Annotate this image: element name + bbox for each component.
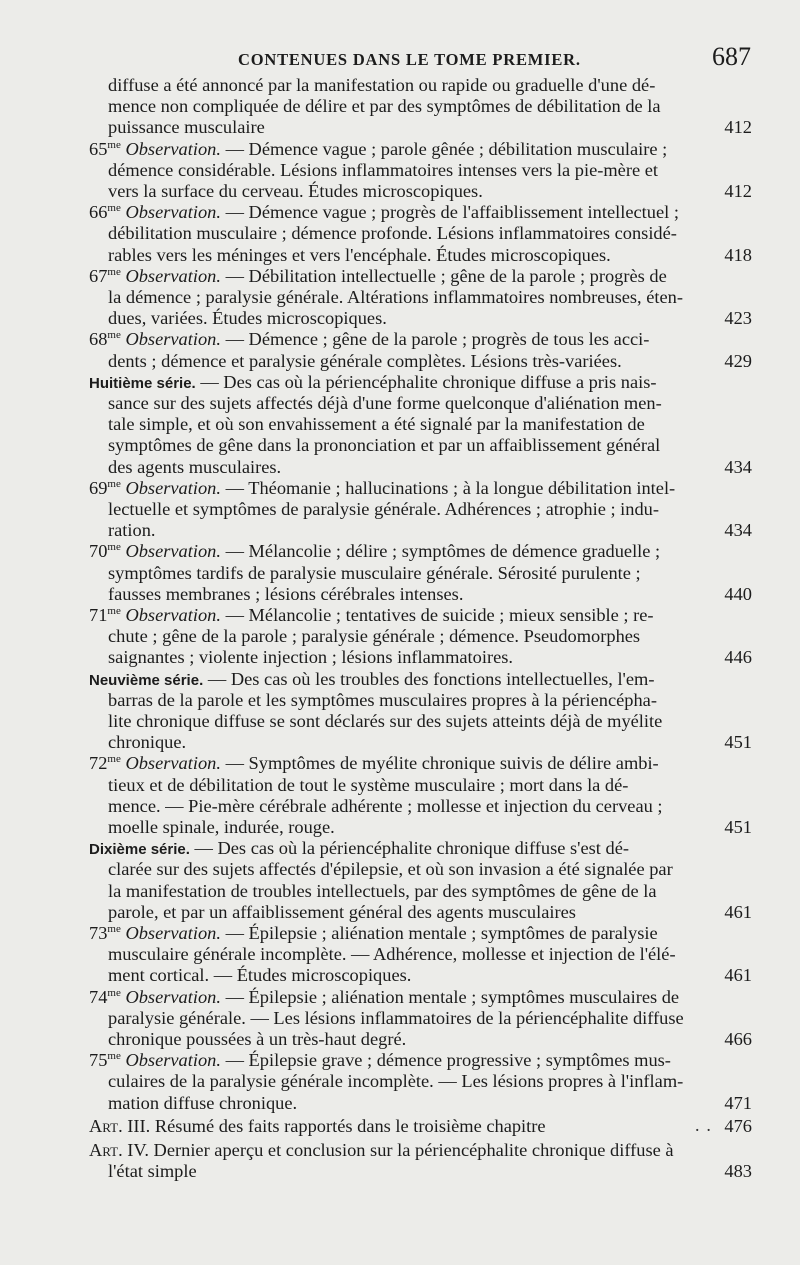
observation-number-suffix: me (107, 923, 121, 935)
page-reference: 451 (724, 817, 752, 837)
entry-text: rables vers les méninges et vers l'encéphale. Études microscopiques. (108, 244, 611, 265)
toc-line (108, 774, 712, 796)
toc-line (108, 307, 712, 329)
entry-text: moelle spinale, indurée, rouge. (108, 817, 335, 837)
observation-label: Observation. (120, 202, 221, 223)
article-label: Art. III. (89, 1115, 151, 1136)
observation-number: 65 (89, 138, 108, 159)
observation-number-suffix: me (107, 138, 121, 151)
toc-line (89, 922, 712, 944)
page-reference: 446 (724, 647, 752, 668)
observation-label: Observation. (120, 541, 221, 562)
toc-line (108, 244, 712, 266)
toc-line (108, 964, 712, 986)
toc-line (108, 498, 712, 520)
page-reference: 461 (724, 901, 752, 922)
page-reference: 412 (724, 181, 752, 201)
toc-line (89, 138, 712, 160)
observation-number-suffix: me (107, 477, 121, 490)
page-reference: 418 (724, 244, 752, 265)
entry-text: — Démence ; gêne de la parole ; progrès de tous les acci- (220, 329, 650, 350)
page-number: 687 (712, 42, 751, 71)
observation-number: 70 (89, 541, 108, 562)
observation-label: Observation. (120, 138, 221, 159)
observation-label: Observation. (120, 923, 221, 943)
entry-text: — Des cas où la périencéphalite chronique diffuse s'est dé- (189, 838, 629, 859)
toc-line (108, 689, 712, 711)
page-reference: 466 (724, 1029, 752, 1049)
entry-text: vers la surface du cerveau. Études microscopiques. (108, 181, 483, 201)
toc-line (108, 180, 712, 202)
entry-text: — Débilitation intellectuelle ; gêne de la parole ; progrès de (220, 265, 667, 286)
observation-label: Observation. (120, 265, 221, 286)
toc-line (108, 1007, 712, 1029)
toc-line (89, 668, 712, 690)
toc-line (108, 562, 712, 584)
running-title: CONTENUES DANS LE TOME PREMIER. (238, 50, 581, 69)
toc-line (108, 159, 712, 181)
observation-number-suffix: me (107, 753, 121, 766)
entry-text: barras de la parole et les symptômes musculaires propres à la périencépha- (108, 689, 657, 710)
observation-label: Observation. (120, 1050, 221, 1071)
toc-line (108, 1070, 712, 1092)
entry-text: l'état simple (108, 1161, 197, 1182)
entry-text: chute ; gêne de la parole ; paralysie générale ; démence. Pseudomorphes (108, 626, 641, 647)
entry-text: Résumé des faits rapportés dans le troisième chapitre (150, 1115, 546, 1136)
observation-number: 67 (89, 265, 108, 286)
toc-line (108, 392, 712, 414)
observation-label: Observation. (120, 986, 221, 1007)
entry-text: — Démence vague ; parole gênée ; débilitation musculaire ; (220, 138, 668, 159)
entry-text: mence. — Pie-mère cérébrale adhérente ; mollesse et injection du cerveau ; (108, 795, 663, 816)
entry-text: fausses membranes ; lésions cérébrales intenses. (108, 583, 464, 604)
observation-number: 74 (89, 986, 108, 1007)
entry-text: culaires de la paralysie générale incomplète. — Les lésions propres à l'inflam- (108, 1071, 684, 1092)
toc-line (108, 74, 712, 96)
entry-text: Dernier aperçu et conclusion sur la périencéphalite chronique diffuse à (148, 1140, 674, 1160)
observation-number-suffix: me (107, 329, 121, 342)
observation-number: 73 (89, 923, 108, 943)
observation-number-suffix: me (107, 202, 121, 215)
toc-line (108, 646, 712, 668)
toc-line (108, 456, 712, 478)
page-reference: 412 (724, 117, 752, 138)
toc-line (108, 710, 712, 732)
entry-text: — Mélancolie ; tentatives de suicide ; mieux sensible ; re- (220, 605, 654, 625)
entry-text: chronique. (108, 732, 187, 753)
observation-number: 75 (89, 1050, 108, 1071)
entry-text: — Épilepsie ; aliénation mentale ; symptômes musculaires de (220, 986, 680, 1007)
page-reference: 434 (724, 520, 752, 541)
toc-line (89, 1115, 712, 1137)
toc-line (89, 752, 712, 774)
toc-line (108, 95, 712, 117)
toc-line (108, 1028, 712, 1050)
page-reference: 429 (724, 350, 752, 371)
toc-line (108, 795, 712, 817)
observation-number: 68 (89, 329, 108, 350)
entry-text: mence non compliquée de délire et par des symptômes de débilitation de la (108, 96, 661, 117)
entry-text: lite chronique diffuse se sont déclarés sur des sujets atteints déjà de myélite (108, 711, 663, 731)
observation-label: Observation. (120, 753, 221, 774)
entry-text: mation diffuse chronique. (108, 1092, 298, 1113)
entry-text: paralysie générale. — Les lésions inflammatoires de la périencéphalite diffuse (108, 1007, 684, 1028)
entry-text: — Épilepsie grave ; démence progressive ; symptômes mus- (220, 1050, 671, 1071)
toc-line (89, 477, 712, 499)
page-reference: 461 (724, 965, 752, 986)
observation-number-suffix: me (107, 541, 121, 554)
observation-number: 71 (89, 605, 108, 625)
observation-number-suffix: me (107, 1050, 121, 1063)
entry-text: sance sur des sujets affectés déjà d'une forme quelconque d'aliénation men- (108, 393, 662, 413)
toc-line (108, 350, 712, 372)
toc-line (89, 1139, 712, 1161)
toc-line (89, 265, 712, 287)
toc-line (108, 1160, 712, 1182)
entry-text: — Des cas où la périencéphalite chronique diffuse a pris nais- (195, 371, 657, 392)
toc-line (108, 880, 712, 902)
entry-text: diffuse a été annoncé par la manifestation ou rapide ou graduelle d'une dé- (108, 75, 656, 95)
entry-text: clarée sur des sujets affectés d'épilepsie, et où son invasion a été signalée par (108, 859, 673, 880)
observation-label: Observation. (120, 477, 221, 498)
toc-line (108, 625, 712, 647)
entry-text: puissance musculaire (108, 117, 265, 138)
toc-line (108, 413, 712, 435)
toc-line (108, 583, 712, 605)
toc-line (108, 858, 712, 880)
page-reference: 451 (724, 732, 752, 753)
observation-number-suffix: me (107, 986, 121, 999)
toc-line (108, 901, 712, 923)
observation-number: 66 (89, 202, 108, 223)
entry-text: des agents musculaires. (108, 456, 282, 477)
entry-text: — Mélancolie ; délire ; symptômes de démence graduelle ; (220, 541, 661, 562)
toc-line (89, 604, 712, 626)
entry-text: la démence ; paralysie générale. Altérations inflammatoires nombreuses, éten- (108, 287, 683, 307)
entry-text: ration. (108, 520, 156, 541)
series-title: Dixième série. (89, 841, 190, 859)
entry-text: symptômes tardifs de paralysie musculaire générale. Sérosité purulente ; (108, 562, 641, 583)
entry-text: lectuelle et symptômes de paralysie générale. Adhérences ; atrophie ; indu- (108, 499, 660, 519)
entry-text: la manifestation de troubles intellectuels, par des symptômes de gêne de la (108, 880, 657, 901)
toc-line (108, 286, 712, 308)
toc-line (89, 837, 712, 859)
toc-line (89, 371, 712, 393)
toc-line (89, 328, 712, 350)
entry-text: dents ; démence et paralysie générale complètes. Lésions très-variées. (108, 350, 622, 371)
entry-text: démence considérable. Lésions inflammatoires intenses vers la pie-mère et (108, 159, 658, 180)
entry-text: tieux et de débilitation de tout le système musculaire ; mort dans la dé- (108, 774, 629, 795)
entry-text: musculaire générale incomplète. — Adhérence, mollesse et injection de l'élé- (108, 944, 676, 965)
toc-line (89, 540, 712, 562)
entry-text: — Démence vague ; progrès de l'affaiblissement intellectuel ; (220, 202, 679, 223)
toc-line (108, 519, 712, 541)
page-reference: 423 (724, 308, 752, 329)
entry-text: saignantes ; violente injection ; lésions inflammatoires. (108, 647, 514, 668)
toc-line (108, 943, 712, 965)
series-title: Huitième série. (89, 374, 196, 392)
page-reference: 476 (724, 1115, 752, 1136)
entry-text: tale simple, et où son envahissement a été signalé par la manifestation de (108, 414, 645, 435)
toc-line (108, 731, 712, 753)
toc-line (89, 201, 712, 223)
entry-text: — Théomanie ; hallucinations ; à la longue débilitation intel- (220, 477, 676, 498)
entry-text: — Symptômes de myélite chronique suivis de délire ambi- (220, 753, 659, 774)
observation-number: 72 (89, 753, 108, 774)
entry-text: — Des cas où les troubles des fonctions intellectuelles, l'em- (203, 668, 655, 689)
observation-number: 69 (89, 477, 108, 498)
entry-text: dues, variées. Études microscopiques. (108, 308, 387, 329)
toc-line (108, 1092, 712, 1114)
entry-text: — Épilepsie ; aliénation mentale ; symptômes de paralysie (220, 923, 658, 943)
observation-number-suffix: me (107, 265, 121, 278)
toc-line (89, 986, 712, 1008)
observation-number-suffix: me (107, 605, 121, 617)
entry-text: symptômes de gêne dans la prononciation et par un affaiblissement général (108, 435, 661, 456)
toc-line (89, 1049, 712, 1071)
observation-label: Observation. (120, 329, 221, 350)
entry-text: parole, et par un affaiblissement général des agents musculaires (108, 901, 576, 922)
series-title: Neuvième série. (89, 671, 204, 689)
toc-line (108, 222, 712, 244)
toc-line (108, 816, 712, 838)
entry-text: débilitation musculaire ; démence profonde. Lésions inflammatoires considé- (108, 223, 677, 244)
page-reference: 483 (724, 1161, 752, 1182)
entry-text: ment cortical. — Études microscopiques. (108, 965, 412, 986)
observation-label: Observation. (120, 605, 221, 625)
entry-text: chronique poussées à un très-haut degré. (108, 1029, 407, 1049)
leader-dots (695, 1115, 712, 1137)
page-reference: 440 (724, 583, 752, 604)
article-label: Art. IV. (89, 1140, 149, 1160)
toc-line (108, 116, 712, 138)
toc-line (108, 434, 712, 456)
page-reference: 471 (724, 1092, 752, 1113)
page-reference: 434 (724, 456, 752, 477)
